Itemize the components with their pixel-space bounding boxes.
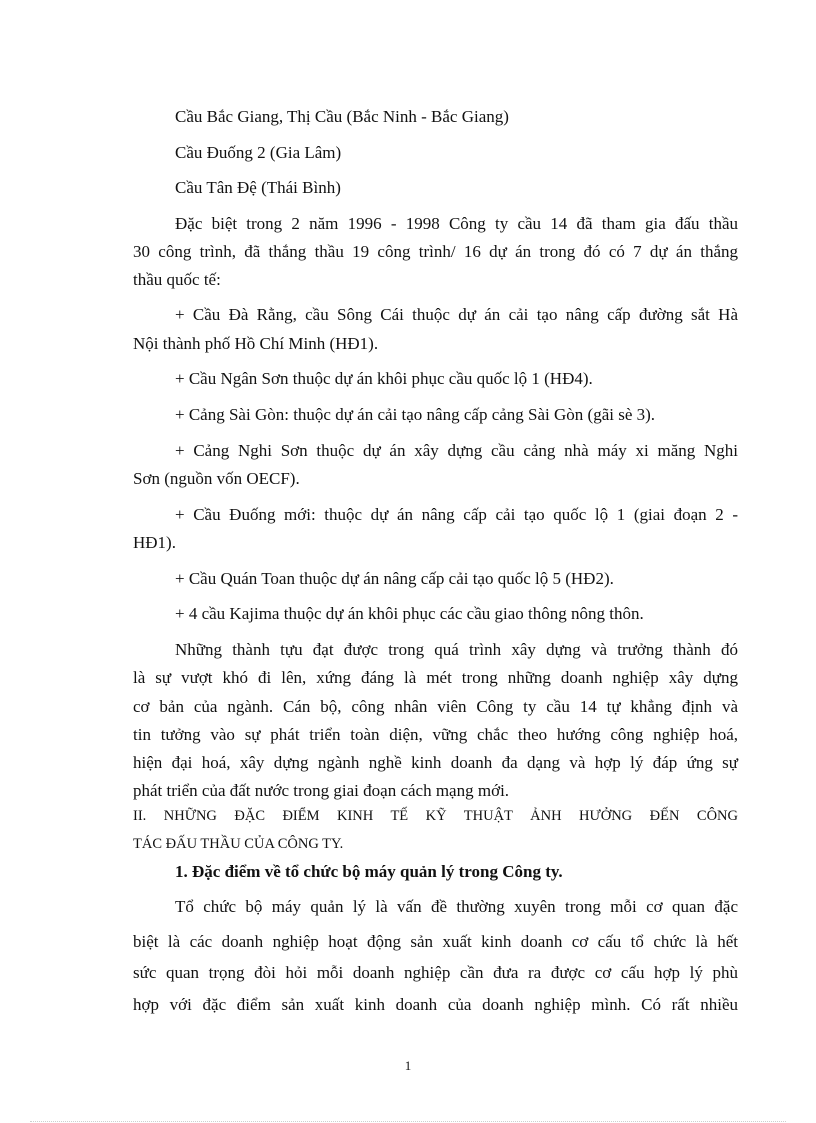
text-line: Đặc biệt trong 2 năm 1996 - 1998 Công ty cầu 14 đã tham gia đấu thầu (175, 214, 738, 233)
text-line: 30 công trình, đã thắng thầu 19 công trình/ 16 dự án trong đó có 7 dự án thắng (133, 242, 738, 261)
text-line: sức quan trọng đòi hỏi mỗi doanh nghiệp cần đưa ra được cơ cấu hợp lý phù (133, 963, 738, 982)
text-line: hiện đại hoá, xây dựng ngành nghề kinh doanh đa dạng và hợp lý đáp ứng sự (133, 753, 738, 772)
text-line: Sơn (nguồn vốn OECF). (133, 469, 300, 488)
text-line: Cầu Đuống 2 (Gia Lâm) (175, 143, 342, 162)
text-line: + Cầu Quán Toan thuộc dự án nâng cấp cải tạo quốc lộ 5 (HĐ2). (175, 569, 614, 588)
text-line: + Cầu Đuống mới: thuộc dự án nâng cấp cải tạo quốc lộ 1 (giai đoạn 2 - (175, 505, 738, 524)
text-line: hợp với đặc điểm sản xuất kinh doanh của doanh nghiệp mình. Có rất nhiều (133, 995, 738, 1014)
subsection-heading: 1. Đặc điểm về tổ chức bộ máy quản lý trong Công ty. (175, 862, 563, 881)
section-heading-line-1: II. NHỮNG ĐẶC ĐIỂM KINH TẾ KỸ THUẬT ẢNH HƯỞNG ĐẾN CÔNG (133, 808, 738, 824)
text-line: thầu quốc tế: (133, 270, 221, 289)
text-line: Nội thành phố Hồ Chí Minh (HĐ1). (133, 334, 379, 353)
text-line: Cầu Tân Đệ (Thái Bình) (175, 178, 341, 197)
text-line: tin tưởng vào sự phát triển toàn diện, vững chắc theo hướng công nghiệp hoá, (133, 725, 738, 744)
text-line: phát triển của đất nước trong giai đoạn cách mạng mới. (133, 781, 510, 800)
text-line: cơ bản của ngành. Cán bộ, công nhân viên Công ty cầu 14 tự khẳng định và (133, 697, 738, 716)
text-line: Cầu Bắc Giang, Thị Cầu (Bắc Ninh - Bắc Giang) (175, 107, 509, 126)
text-line: biệt là các doanh nghiệp hoạt động sản xuất kinh doanh cơ cấu tổ chức là hết (133, 932, 738, 951)
text-line: là sự vượt khó đi lên, xứng đáng là mét trong những doanh nghiệp xây dựng (133, 668, 738, 687)
text-line: + Cầu Đà Rằng, cầu Sông Cái thuộc dự án cải tạo nâng cấp đường sắt Hà (175, 305, 738, 324)
section-heading-line-2: TÁC ĐẤU THẦU CỦA CÔNG TY. (133, 836, 344, 852)
text-line: HĐ1). (133, 533, 176, 552)
page-bottom-border (30, 1121, 786, 1122)
text-line: Tổ chức bộ máy quản lý là vấn đề thường xuyên trong mỗi cơ quan đặc (175, 897, 738, 916)
text-line: + Cảng Sài Gòn: thuộc dự án cải tạo nâng cấp cảng Sài Gòn (gãi sè 3). (175, 405, 656, 424)
text-line: + Cảng Nghi Sơn thuộc dự án xây dựng cầu cảng nhà máy xi măng Nghi (175, 441, 738, 460)
text-line: Những thành tựu đạt được trong quá trình xây dựng và trưởng thành đó (175, 640, 738, 659)
text-line: + Cầu Ngân Sơn thuộc dự án khôi phục cầu quốc lộ 1 (HĐ4). (175, 369, 593, 388)
page-number: 1 (404, 1058, 412, 1073)
text-line: + 4 cầu Kajima thuộc dự án khôi phục các cầu giao thông nông thôn. (175, 604, 644, 623)
